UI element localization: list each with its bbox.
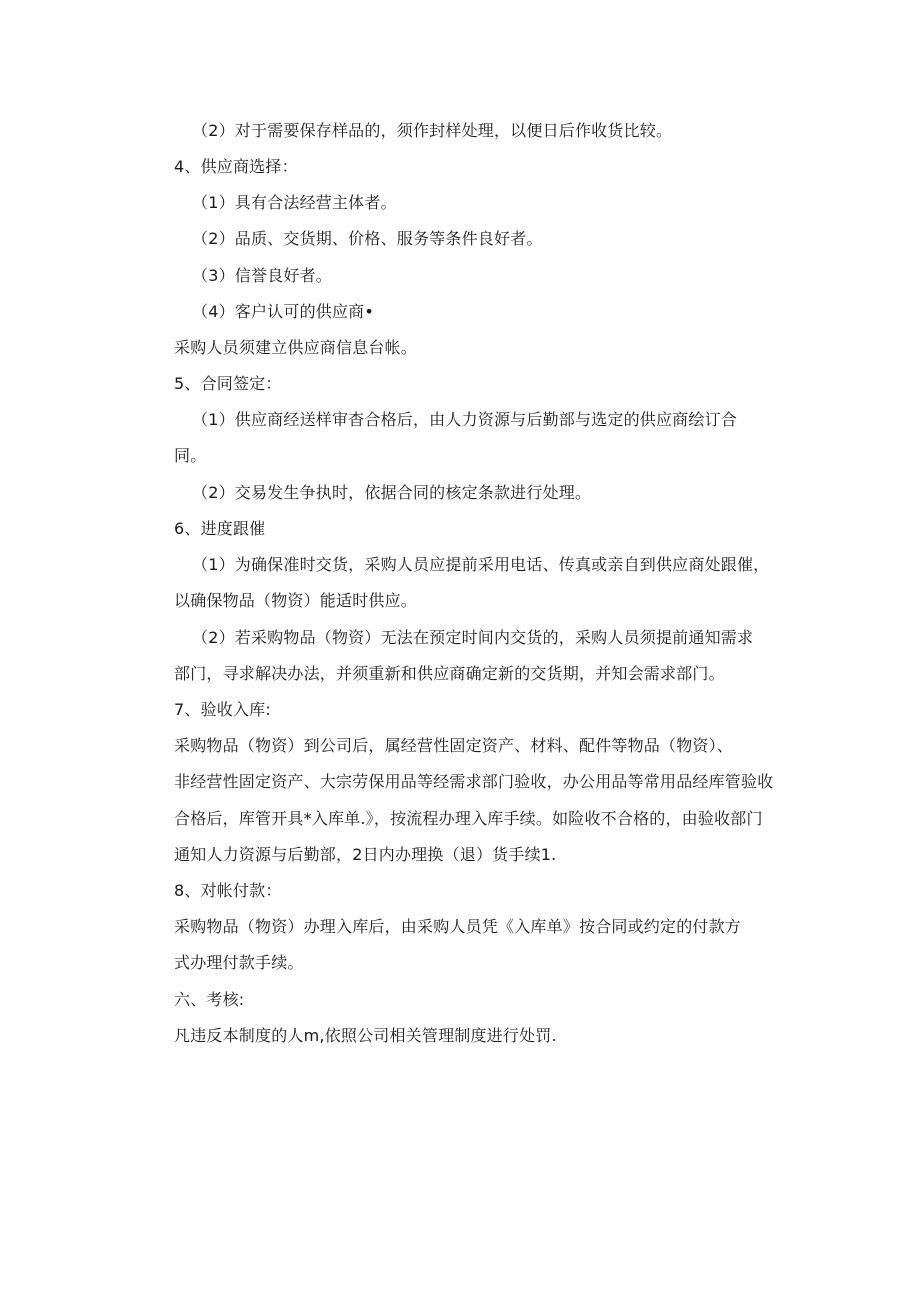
text-line: （2）品质、交货期、价格、服务等条件良好者。 (192, 229, 543, 248)
text-line: （1）具有合法经营主体者。 (192, 193, 397, 212)
text-line: （4）客户认可的供应商• (192, 302, 375, 321)
text-line: （2）交易发生争执时，依据合同的核定条款进行处理。 (192, 483, 592, 502)
section-heading: 8、对帐付款： (174, 881, 282, 900)
text-line: 以确保物品（物资）能适时供应。 (174, 591, 418, 610)
text-line: 采购物品（物资）办理入库后，由采购人员凭《入库单》按合同或约定的付款方 (174, 917, 742, 936)
text-line: （2）对于需要保存样品的，须作封样处理，以便日后作收货比较。 (192, 121, 673, 140)
section-heading: 六、考核: (174, 990, 245, 1009)
text-line: （1）为确保准时交货，采购人员应提前采用电话、传真或亲自到供应商处跟催， (192, 555, 770, 574)
text-line: 非经营性固定资产、大宗劳保用品等经需求部门验收，办公用品等常用品经库管验收 (174, 772, 774, 791)
text-line: （3）信誉良好者。 (192, 266, 332, 285)
section-heading: 7、验收入库: (174, 700, 271, 719)
text-line: 部门，寻求解决办法，并须重新和供应商确定新的交货期，并知会需求部门。 (174, 664, 725, 683)
text-line: 采购物品（物资）到公司后，属经营性固定资产、材料、配件等物品（物资）、 (174, 736, 734, 755)
text-line: 式办理付款手续。 (174, 953, 304, 972)
text-line: （1）供应商经送样审杳合格后，由人力资源与后勤部与选定的供应商绘订合 (192, 410, 737, 429)
text-line: 凡违反本制度的人m,依照公司相关管理制度进行处罚. (174, 1026, 557, 1045)
text-line: （2）若采购物品（物资）无法在预定时间内交货的，采购人员须提前通知需求 (192, 628, 754, 647)
text-line: 通知人力资源与后勤部，2日内办理换（退）货手续1. (174, 845, 557, 864)
text-line: 采购人员须建立供应商信息台帐。 (174, 338, 418, 357)
section-heading: 5、合同签定： (174, 374, 282, 393)
section-heading: 4、供应商选择： (174, 157, 298, 176)
text-line: 合格后，库管开具*入库单.》，按流程办理入库手续。如险收不合格的，由验收部门 (174, 809, 763, 828)
text-line: 同。 (174, 446, 207, 465)
section-heading: 6、进度跟催 (174, 519, 266, 538)
